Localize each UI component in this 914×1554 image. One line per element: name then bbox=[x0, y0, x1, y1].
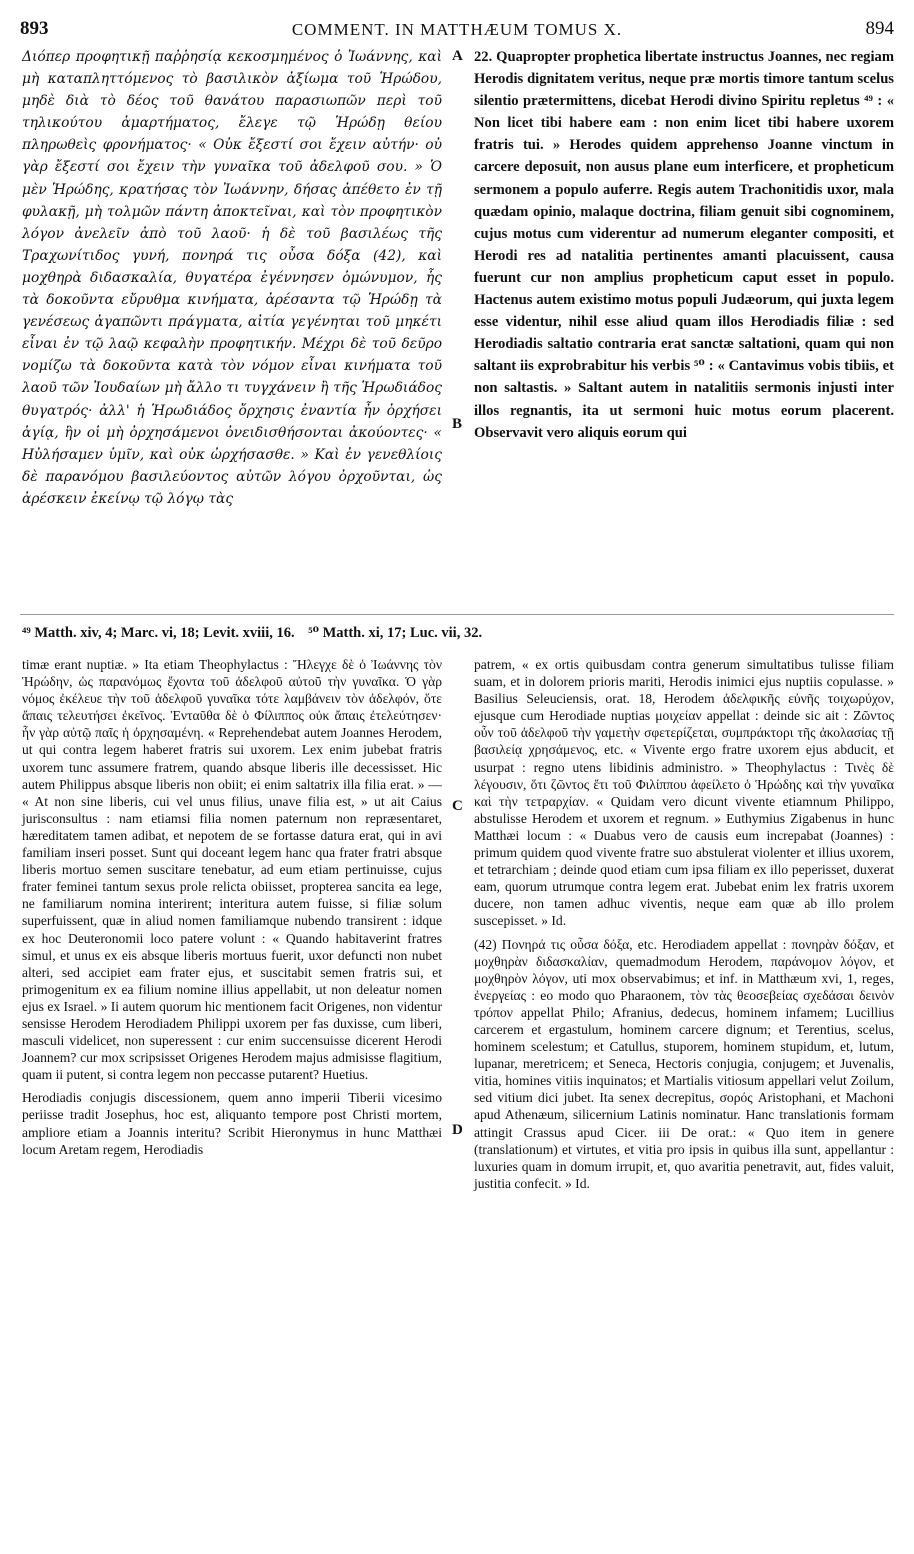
latin-translation-column: 22. Quapropter prophetica libertate instructus Joannes, nec regiam Herodis dignitatem veritus, neque præ mortis timore tantum scelus silentio prætermittens, dicebat Herodi divino Spiritu repletus ⁴⁹ : « Non licet tibi habere eam : non enim licet tibi habere uxorem fratris tui. » Herodes quidem apprehenso Joanne vinctum in carcere deposuit, non ausus plane eum interficere, et propheticum sermonem a populo auferre. Regis autem Trachonitidis uxor, mala quædam opinio, malaque doctrina, filiam genuit sibi cognominem, cujus motus cum viderentur ad numerum eleganter compositi, et Herodi res ad natalitia pertinentes amanti placuissent, causa fuerunt cur non amplius propheticum caput esset in populo. Hactenus autem existimo motus populi Judæorum, qui juxta legem esse videntur, nihil esse aliud quam illos Herodiadis filiæ : sed Herodiadis saltatio contraria erat sanctæ saltationi, quam qui non saltant iis exprobrabitur his verbis ⁵⁰ : « Cantavimus vobis tibiis, et non saltastis. » Saltant autem in natalitiis sermonis injusti inter illos regnantis, ita ut sermoni huic motus eorum placerent. Observavit vero aliquis eorum qui bbox=[474, 49, 894, 441]
divider-rule bbox=[20, 614, 894, 615]
notes-column-left bbox=[22, 656, 442, 1164]
footnote-50: ⁵⁰ Matth. xi, 17; Luc. vii, 32. bbox=[308, 625, 483, 641]
margin-marker-b: B bbox=[452, 416, 463, 432]
notes-column-right bbox=[474, 656, 894, 1198]
note-paragraph: patrem, « ex ortis quibusdam contra generum simultatibus tulisse filiam suam, et in dolorem prioris mariti, Herodis inimici ejus nuptiis copulasse. » Basilius Seleuciensis, orat. 18, Herodem ἀδελφικῆς εὐνῆς τοιχωρύχον, ejusque cum Herodiade nuptias μοιχείαν appellat : deinde sic ait : Ζῶντος οὖν τοῦ ἀδελφοῦ τὴν γαμετὴν σφετερίζεται, συμπράκτορι τῆς ἀκολασίας τῇ βασιλείᾳ χρησάμενος, etc. « Vivente ergo fratre uxorem ejus abducit, et usurpat : regno utens libidinis administro. » Theophylactus : Τινὲς δὲ λέγουσιν, ὅτι ζῶντος ἔτι τοῦ Φιλίππου ἀφείλετο ὁ Ἡρώδης καὶ τὴν γυναῖκα καὶ τὴν τετραρχίαν. « Quidam vero dicunt vivente etiamnum Philippo, abstulisse Herodem et uxorem et regnum. » Euthymius Zigabenus in hunc Matthæi locum : « Duabus vero de causis eum increpabat (Joannes) : primum quidem quod vivente fratre suo abstulerat violenter et illius uxorem, et tetrarchiam ; deinde quod etiam cum ipsa filiam ex illo peperisset, duxerat eam, quorum utrumque contra legem erat. Jubebat enim lex fratris uxorem ducere, non tamen adhuc viventis, neque eam quæ ab illo prolem suscepisset. » Id. bbox=[474, 657, 894, 929]
greek-text-column: Διόπερ προφητικῇ παῤῥησίᾳ κεκοσμημένος ὁ Ἰωάννης, καὶ μὴ καταπληττόμενος τὸ βασιλικὸν ἀξίωμα τοῦ Ἡρώδου, μηδὲ διὰ τὸ δέος τοῦ θανάτου παρασιωπῶν περὶ τοῦ τηλικούτου ἁμαρτήματος, ἔλεγε τῷ Ἡρώδῃ θείου πληρωθεὶς φρονήματος· « Οὐκ ἔξεστί σοι ἔχειν αὐτήν· οὐ γὰρ ἔξεστί σοι ἔχειν τὴν γυναῖκα τοῦ ἀδελφοῦ σου. » Ὁ μὲν Ἡρώδης, κρατήσας τὸν Ἰωάννην, δήσας ἀπέθετο ἐν τῇ φυλακῇ, μὴ τολμῶν πάντη ἀποκτεῖναι, καὶ τὸν προφητικὸν λόγον ἀνελεῖν ἀπὸ τοῦ λαοῦ· ἡ δὲ τοῦ βασιλέως τῆς Τραχωνίτιδος γυνή, πονηρά τις οὖσα δόξα (42), καὶ μοχθηρὰ διδασκαλία, θυγατέρα ἐγέννησεν ὁμώνυμον, ἧς τὰ δοκοῦντα εὔρυθμα κινήματα, ἀρέσαντα τῷ Ἡρώδῃ τὰ γενέσεως ἀγαπῶντι πράγματα, αἰτία γεγένηται τοῦ μηκέτι εἶναι ἐν τῷ λαῷ κεφαλὴν προφητικήν. Μέχρι δὲ τοῦ δεῦρο νομίζω τὰ δοκοῦντα κατὰ τὸν νόμον εἶναι κινήματα τοῦ λαοῦ τῶν Ἰουδαίων μὴ ἄλλο τι τυγχάνειν ἢ τῆς Ἡρωδιάδος θυγατρός· ἀλλ' ἡ Ἡρωδιάδος ὄρχησις ἐναντία ἦν ὀρχήσει ἁγίᾳ, ἣν οἱ μὴ ὀρχησάμενοι ὀνειδισθήσονται ἀκούοντες· « Ηὐλήσαμεν ὑμῖν, καὶ οὐκ ὠρχήσασθε. » Καὶ ἐν γενεθλίοις δὲ παρανόμου βασιλεύοντος αὐτῶν λόγου ὀρχοῦνται, ὡς ἀρέσκειν ἐκείνῳ τῷ λόγῳ τὰς bbox=[22, 49, 442, 507]
note-paragraph: timæ erant nuptiæ. » Ita etiam Theophylactus : Ἤλεγχε δὲ ὁ Ἰωάννης τὸν Ἡρώδην, ὡς παρανόμως ἔχοντα τοῦ ἀδελφοῦ αὐτοῦ τὴν γυναῖκα. Ὁ γὰρ νόμος ἐκέλευε τὴν τοῦ ἀδελφοῦ γυναῖκα τότε λαμβάνειν τὸν ἀδελφόν, ὅτε ἄπαις τελευτήσει ἐκεῖνος. Ἐνταῦθα δὲ ὁ Φίλιππος οὐκ ἄπαις ἐτελεύτησεν· ἦν γὰρ αὐτῷ παῖς ἡ ὀρχησαμένη. « Reprehendebat autem Joannes Herodem, ut qui contra legem haberet fratris sui uxorem. Lex enim jubebat fratris uxorem tunc assumere fratrem, quando absque liberis ille decessisset. Hic autem Philippus absque liberis non obiit; ei enim saltatrix illa filia erat. » — « At non sine liberis, cui vel unus filius, unave filia est, » ut ait Caius jurisconsultus : nam etiamsi filia nomen paternum non repræsentaret, hæreditatem tamen adibat, et nepotem de se fortasse datura erat, qui in avi familiam inseri posset. Sunt qui doceant legem hanc qua frater fratri absque liberis mortuo semen suscitare tenebatur, ad eum etiam pertinuisse, cujus frater feminei tantum sexus prole relicta obiisset, propterea sancita ea lege, ne familiarum nomina interirent; interitura autem fuisse, si filiæ solum superfuissent, quæ in aliud nomen familiamque nubendo transirent : idque ex hoc Deuteronomii loco patere volunt : « Quando habitaverint fratres simul, et unus ex eis absque liberis mortuus fuerit, uxor defuncti non nubet alteri, sed accipiet eam frater ejus, et suscitabit semen fratris sui, et primogenitum ex ea filium nomine illius appellabit, ut non deleatur nomen ejus ex Israel. » Ii autem quorum hic mentionem facit Origenes, non videntur sensisse Herodem Herodiadem Philippi uxorem per fas duxisse, cum liberi, masculi videlicet, non superessent : cur enim succensuisse dicerent Herodi Joannem? cur mox scripsisset Origenes Herodem majus admisisse flagitium, quam ii putent, si contra legem non peccasse putarent? Huetius. bbox=[22, 657, 442, 1083]
footnote-49: ⁴⁹ Matth. xiv, 4; Marc. vi, 18; Levit. xviii, 16. bbox=[22, 625, 295, 641]
note-paragraph: (42) Πονηρά τις οὖσα δόξα, etc. Herodiadem appellat : πονηρὰν δόξαν, et μοχθηρὰν διδασκαλίαν, quemadmodum Herodem, παράνομον λόγον, et μοχθηρὸν λόγον, uti mox observabimus; et inf. in Matthæum xvi, 1, reges, ἐνεργείας : eo modo quo Pharaonem, τὸν τὰς θεοσεβείας σχεδάσαι δεινὸν τρόπον appellat Philo; Afranius, dedecus, hominem infamem; Lucillius carcerem et ergastulum, hominem carcere dignum; et Terentius, scelus, hominem scelestum; et Catullus, stuporem, hominem stupidum, et, lutum, lupanar, meretricem; et Seneca, Hectoris conjugia, conjugem; et Juvenalis, vitia, homines vitiis inquinatos; et Martialis vitiosum appellari velut Zoilum, sed vitium dici jubet. Ita senex decrepitus, σορός Aristophani, et Machoni apud Athenæum, silicernium Latinis nominatur. Hanc translationis formam attingit Crassus apud Cicer. iii De orat.: « Quo item in genere (translationum) et virtutes, et vitia pro ipsis in quibus illa sunt, appellantur : luxuries quam in domum irrupit, et, quo avaritia penetravit, aut, fides valuit, justitia confecit. » Id. bbox=[474, 936, 894, 1191]
scripture-footnotes bbox=[22, 624, 894, 642]
margin-marker-a: A bbox=[452, 48, 463, 64]
margin-marker-c: C bbox=[452, 798, 463, 814]
note-paragraph: Herodiadis conjugis discessionem, quem anno imperii Tiberii vicesimo periisse tradit Josephus, hoc est, aliquanto tempore post Christi mortem, ampliore etiam a Joannis interitu? Scribit Hieronymus in hunc Matthæi locum Aretam regem, Herodiadis bbox=[22, 1090, 442, 1157]
running-title: COMMENT. IN MATTHÆUM TOMUS X. bbox=[291, 20, 623, 39]
page-number-right: 894 bbox=[865, 18, 894, 39]
margin-marker-d: D bbox=[452, 1122, 463, 1138]
page-header bbox=[20, 18, 894, 42]
page-number-left: 893 bbox=[20, 18, 49, 39]
